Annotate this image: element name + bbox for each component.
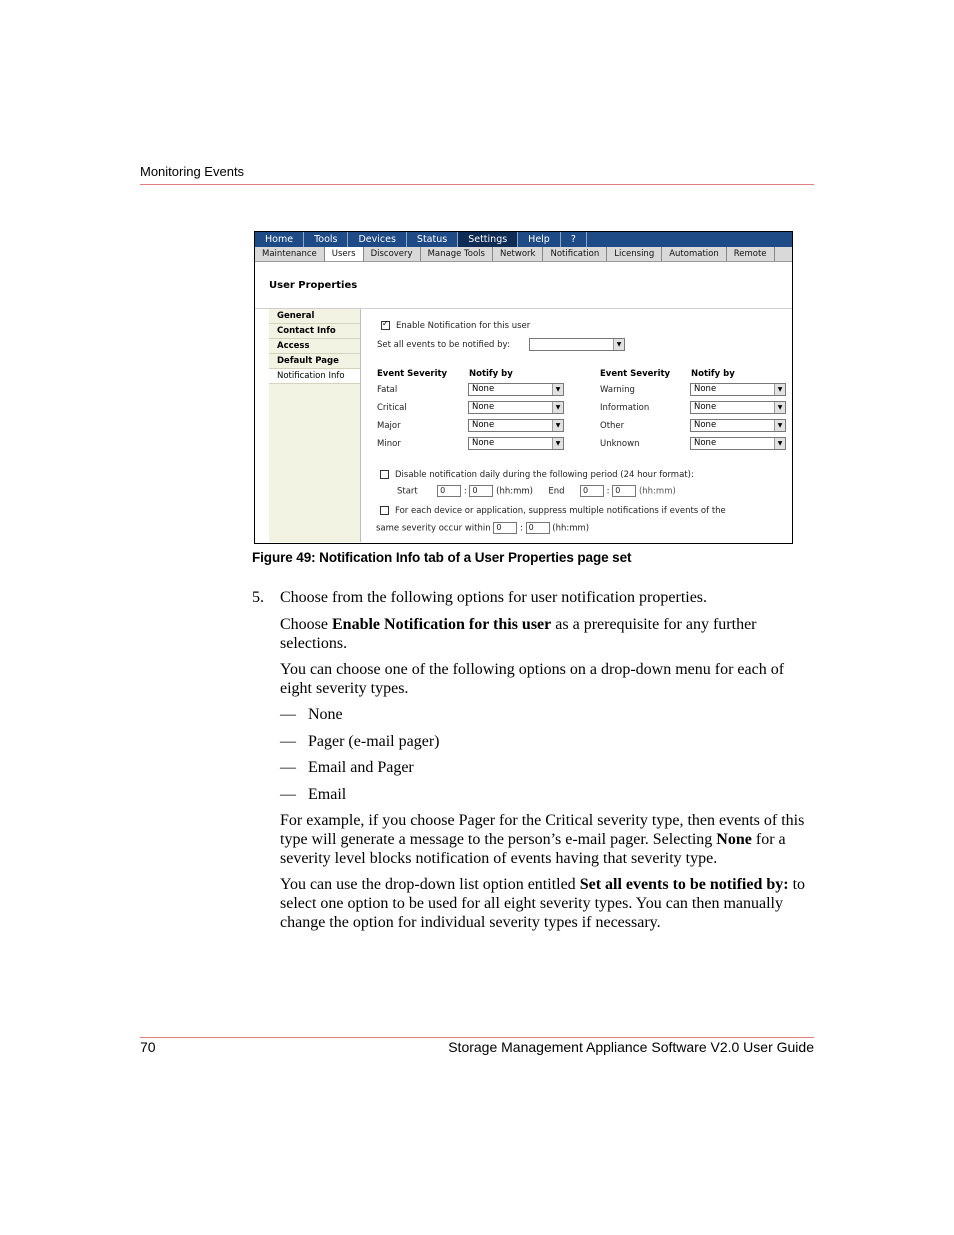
right-notify-header: Notify by xyxy=(691,369,735,379)
paragraph-example: For example, if you choose Pager for the Critical severity type, then events of this type will generate a message to the person’s e-mail pager. Selecting None for a severity level blocks notification of events having that severity type. xyxy=(280,812,805,867)
chevron-down-icon: ▼ xyxy=(774,384,785,395)
left-severity-header: Event Severity xyxy=(377,369,448,379)
subtab-automation[interactable]: Automation xyxy=(662,247,727,261)
end-colon: : xyxy=(606,486,610,497)
severity-major-select[interactable]: None ▼ xyxy=(468,419,564,432)
end-minute-input[interactable]: 0 xyxy=(612,485,636,497)
side-item-contact-info[interactable]: Contact Info xyxy=(269,324,360,339)
subtab-discovery[interactable]: Discovery xyxy=(364,247,421,261)
chevron-down-icon: ▼ xyxy=(552,420,563,431)
option-pager: Pager (e-mail pager) xyxy=(308,733,440,750)
tab-help[interactable]: Help xyxy=(518,232,561,247)
subtab-remote[interactable]: Remote xyxy=(727,247,775,261)
enable-notification-checkbox[interactable] xyxy=(381,321,390,330)
start-format-hint: (hh:mm) xyxy=(496,486,533,497)
subtab-notification[interactable]: Notification xyxy=(543,247,607,261)
suppress-minute-input[interactable]: 0 xyxy=(526,522,550,534)
side-item-notification-info[interactable]: Notification Info xyxy=(269,369,360,384)
severity-major-label: Major xyxy=(377,421,401,431)
tab-question[interactable]: ? xyxy=(561,232,587,247)
start-label: Start xyxy=(397,486,418,497)
chevron-down-icon: ▼ xyxy=(774,438,785,449)
chevron-down-icon: ▼ xyxy=(774,402,785,413)
screenshot-figure xyxy=(254,231,793,544)
severity-fatal-label: Fatal xyxy=(377,385,398,395)
suppress-label-2: same severity occur within xyxy=(376,523,491,534)
option-email: Email xyxy=(308,786,347,803)
side-item-default-page[interactable]: Default Page xyxy=(269,354,360,369)
left-notify-header: Notify by xyxy=(469,369,513,379)
severity-fatal-select[interactable]: None ▼ xyxy=(468,383,564,396)
side-item-general[interactable]: General xyxy=(269,309,360,324)
suppress-checkbox[interactable] xyxy=(380,506,389,515)
running-head: Monitoring Events xyxy=(140,164,245,179)
option-none: None xyxy=(308,706,343,723)
tab-devices[interactable]: Devices xyxy=(348,232,406,247)
side-menu xyxy=(269,309,361,542)
footer-title: Storage Management Appliance Software V2.0 User Guide xyxy=(448,1039,814,1055)
paragraph-enable: Choose Enable Notification for this user as a prerequisite for any further selections. xyxy=(280,616,757,652)
start-hour-input[interactable]: 0 xyxy=(437,485,461,497)
disable-period-label: Disable notification daily during the following period (24 hour format): xyxy=(395,470,694,480)
set-all-select[interactable] xyxy=(529,338,625,351)
panel-title: User Properties xyxy=(269,280,358,291)
option-email-and-pager: Email and Pager xyxy=(308,759,414,776)
severity-warning-label: Warning xyxy=(600,385,635,395)
footer-rule xyxy=(140,1037,814,1038)
start-colon: : xyxy=(463,486,467,497)
severity-information-label: Information xyxy=(600,403,650,413)
severity-unknown-select[interactable]: None ▼ xyxy=(690,437,786,450)
severity-minor-label: Minor xyxy=(377,439,401,449)
chevron-down-icon: ▼ xyxy=(552,402,563,413)
subtab-manage-tools[interactable]: Manage Tools xyxy=(421,247,493,261)
subtab-maintenance[interactable]: Maintenance xyxy=(255,247,325,261)
enable-notification-label: Enable Notification for this user xyxy=(396,321,531,331)
severity-information-select[interactable]: None ▼ xyxy=(690,401,786,414)
page-number: 70 xyxy=(140,1039,156,1055)
list-dash: — xyxy=(280,733,296,750)
side-item-access[interactable]: Access xyxy=(269,339,360,354)
severity-other-label: Other xyxy=(600,421,625,431)
figure-caption: Figure 49: Notification Info tab of a User Properties page set xyxy=(252,550,632,565)
list-dash: — xyxy=(280,759,296,776)
suppress-label: For each device or application, suppress multiple notifications if events of the xyxy=(395,506,726,516)
chevron-down-icon: ▼ xyxy=(613,339,624,350)
header-rule xyxy=(140,184,814,185)
paragraph-options: You can choose one of the following options on a drop-down menu for each of eight severity types. xyxy=(280,661,785,697)
severity-warning-select[interactable]: None ▼ xyxy=(690,383,786,396)
tab-status[interactable]: Status xyxy=(407,232,458,247)
subtab-network[interactable]: Network xyxy=(493,247,544,261)
severity-critical-select[interactable]: None ▼ xyxy=(468,401,564,414)
tab-home[interactable]: Home xyxy=(255,232,304,247)
chevron-down-icon: ▼ xyxy=(552,438,563,449)
step-text: Choose from the following options for user notification properties. xyxy=(280,589,708,606)
end-label: End xyxy=(548,486,565,497)
end-hour-input[interactable]: 0 xyxy=(580,485,604,497)
paragraph-set-all: You can use the drop-down list option entitled Set all events to be notified by: to select one option to be used for all eight severity types. You can then manually change the option for individual severity types if necessary. xyxy=(280,876,806,931)
subtab-users[interactable]: Users xyxy=(325,247,364,261)
end-format-hint: (hh:mm) xyxy=(638,486,676,497)
set-all-label: Set all events to be notified by: xyxy=(377,340,510,350)
severity-critical-label: Critical xyxy=(377,403,407,413)
tab-tools[interactable]: Tools xyxy=(304,232,348,247)
severity-other-select[interactable]: None ▼ xyxy=(690,419,786,432)
step-number: 5. xyxy=(252,589,264,606)
tab-settings[interactable]: Settings xyxy=(458,232,518,247)
disable-period-checkbox[interactable] xyxy=(380,470,389,479)
suppress-format-hint: (hh:mm) xyxy=(552,523,590,534)
severity-minor-select[interactable]: None ▼ xyxy=(468,437,564,450)
main-nav xyxy=(255,232,792,247)
chevron-down-icon: ▼ xyxy=(552,384,563,395)
list-dash: — xyxy=(280,786,296,803)
right-severity-header: Event Severity xyxy=(600,369,671,379)
subtab-licensing[interactable]: Licensing xyxy=(607,247,662,261)
list-dash: — xyxy=(280,706,296,723)
suppress-colon: : xyxy=(520,523,523,534)
sub-nav xyxy=(255,247,792,262)
severity-unknown-label: Unknown xyxy=(600,439,640,449)
start-minute-input[interactable]: 0 xyxy=(469,485,493,497)
suppress-hour-input[interactable]: 0 xyxy=(493,522,517,534)
chevron-down-icon: ▼ xyxy=(774,420,785,431)
